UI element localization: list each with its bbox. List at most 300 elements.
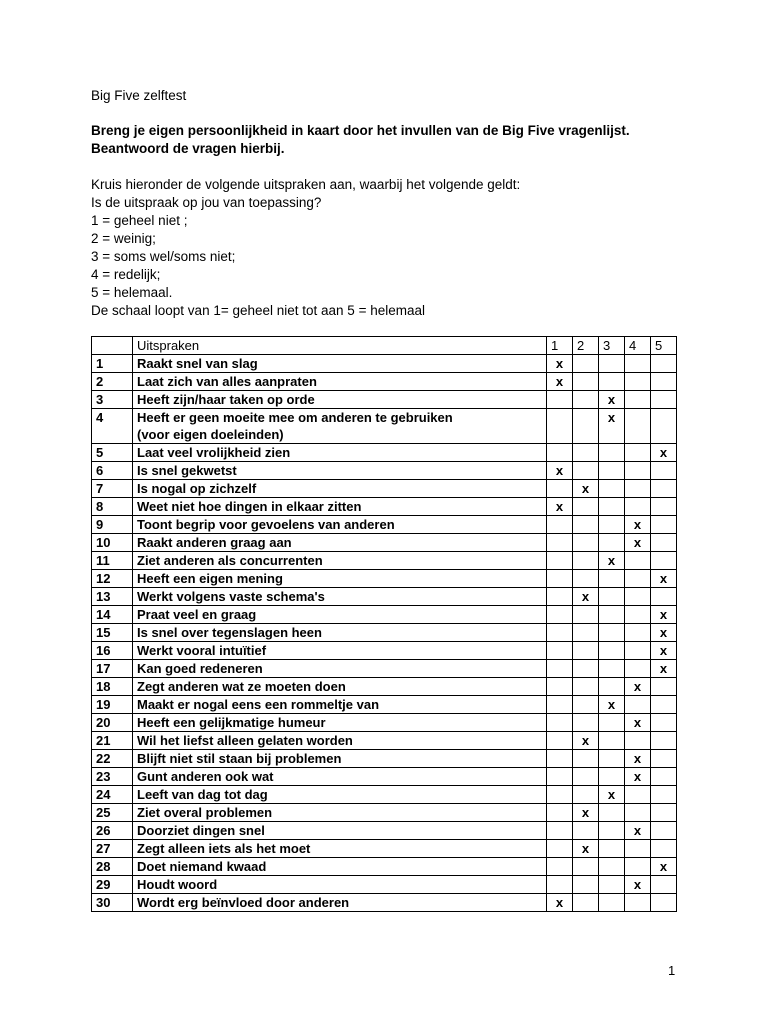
checkmark: x xyxy=(581,733,590,748)
table-row xyxy=(92,750,677,768)
scale-cell-1[interactable] xyxy=(547,714,573,732)
checkmark: x xyxy=(555,895,564,910)
statement-cell xyxy=(133,570,547,588)
row-number: 1 xyxy=(92,355,133,373)
scale-cell-3[interactable] xyxy=(599,552,625,570)
scale-cell-1[interactable] xyxy=(547,624,573,642)
scale-cell-1[interactable] xyxy=(547,660,573,678)
row-number: 24 xyxy=(92,786,133,804)
scale-cell-3[interactable] xyxy=(599,822,625,840)
statement-text: Doet niemand kwaad xyxy=(137,859,267,874)
checkmark: x xyxy=(581,841,590,856)
row-number: 27 xyxy=(92,840,133,858)
scale-cell-3[interactable] xyxy=(599,732,625,750)
scale-cell-2[interactable] xyxy=(573,516,599,534)
scale-cell-4[interactable] xyxy=(625,355,651,373)
table-row xyxy=(92,355,677,373)
statement-cell xyxy=(133,876,547,894)
scale-cell-5[interactable] xyxy=(651,804,677,822)
scale-cell-5[interactable] xyxy=(651,750,677,768)
statement-text: Heeft er geen moeite mee om anderen te gebruiken xyxy=(137,410,453,425)
row-number: 20 xyxy=(92,714,133,732)
scale-definition: 3 = soms wel/soms niet; xyxy=(91,249,236,264)
statement-text: Raakt anderen graag aan xyxy=(137,535,292,550)
scale-cell-5[interactable] xyxy=(651,373,677,391)
scale-cell-2[interactable] xyxy=(573,570,599,588)
scale-cell-5[interactable] xyxy=(651,840,677,858)
scale-cell-1[interactable] xyxy=(547,498,573,516)
statement-text: Werkt volgens vaste schema's xyxy=(137,589,325,604)
row-number: 3 xyxy=(92,391,133,409)
row-number: 7 xyxy=(92,480,133,498)
scale-cell-2[interactable] xyxy=(573,642,599,660)
table-row xyxy=(92,480,677,498)
scale-cell-1[interactable] xyxy=(547,552,573,570)
scale-cell-5[interactable] xyxy=(651,876,677,894)
statement-text: Blijft niet stil staan bij problemen xyxy=(137,751,342,766)
statement-text: Heeft een gelijkmatige humeur xyxy=(137,715,326,730)
scale-cell-2[interactable] xyxy=(573,732,599,750)
statement-text: Ziet overal problemen xyxy=(137,805,273,820)
table-row xyxy=(92,373,677,391)
statement-text: Wil het liefst alleen gelaten worden xyxy=(137,733,353,748)
checkmark: x xyxy=(633,517,642,532)
statement-cell xyxy=(133,552,547,570)
header-number-cell xyxy=(92,337,133,355)
scale-cell-1[interactable] xyxy=(547,606,573,624)
statement-cell xyxy=(133,588,547,606)
statement-cell xyxy=(133,462,547,480)
statement-text: Leeft van dag tot dag xyxy=(137,787,268,802)
scale-cell-2[interactable] xyxy=(573,714,599,732)
scale-cell-2[interactable] xyxy=(573,534,599,552)
scale-cell-4[interactable] xyxy=(625,876,651,894)
intro-line: Breng je eigen persoonlijkheid in kaart door het invullen van de Big Five vragenlijst. xyxy=(91,123,630,138)
scale-cell-4[interactable] xyxy=(625,480,651,498)
scale-cell-3[interactable] xyxy=(599,355,625,373)
checkmark: x xyxy=(659,625,668,640)
scale-cell-4[interactable] xyxy=(625,498,651,516)
statement-cell xyxy=(133,642,547,660)
scale-cell-1[interactable] xyxy=(547,570,573,588)
statement-text: Zegt anderen wat ze moeten doen xyxy=(137,679,346,694)
scale-cell-3[interactable] xyxy=(599,444,625,462)
statement-text: Maakt er nogal eens een rommeltje van xyxy=(137,697,380,712)
scale-definition: 4 = redelijk; xyxy=(91,267,161,282)
checkmark: x xyxy=(659,643,668,658)
statement-text-continued: (voor eigen doeleinden) xyxy=(137,427,284,442)
statement-cell xyxy=(133,696,547,714)
scale-cell-3[interactable] xyxy=(599,786,625,804)
table-row xyxy=(92,516,677,534)
scale-cell-3[interactable] xyxy=(599,391,625,409)
checkmark: x xyxy=(633,535,642,550)
table-row xyxy=(92,804,677,822)
statement-cell xyxy=(133,660,547,678)
scale-cell-1[interactable] xyxy=(547,822,573,840)
scale-cell-1[interactable] xyxy=(547,768,573,786)
scale-cell-1[interactable] xyxy=(547,355,573,373)
table-row xyxy=(92,444,677,462)
scale-definition: 2 = weinig; xyxy=(91,231,156,246)
scale-cell-2[interactable] xyxy=(573,894,599,912)
scale-cell-3[interactable] xyxy=(599,462,625,480)
scale-cell-5[interactable] xyxy=(651,624,677,642)
scale-cell-3[interactable] xyxy=(599,858,625,876)
statement-text: Raakt snel van slag xyxy=(137,356,258,371)
checkmark: x xyxy=(555,499,564,514)
checkmark: x xyxy=(555,356,564,371)
scale-cell-3[interactable] xyxy=(599,624,625,642)
row-number: 17 xyxy=(92,660,133,678)
table-row xyxy=(92,822,677,840)
statement-cell xyxy=(133,750,547,768)
checkmark: x xyxy=(633,877,642,892)
scale-cell-5[interactable] xyxy=(651,714,677,732)
statement-cell xyxy=(133,391,547,409)
scale-cell-5[interactable] xyxy=(651,516,677,534)
survey-table xyxy=(91,336,677,912)
scale-cell-1[interactable] xyxy=(547,840,573,858)
checkmark: x xyxy=(607,392,616,407)
scale-cell-4[interactable] xyxy=(625,840,651,858)
statement-text: Is nogal op zichzelf xyxy=(137,481,257,496)
table-row xyxy=(92,552,677,570)
scale-cell-2[interactable] xyxy=(573,552,599,570)
scale-definition: 1 = geheel niet ; xyxy=(91,213,188,228)
scale-cell-1[interactable] xyxy=(547,534,573,552)
scale-cell-2[interactable] xyxy=(573,840,599,858)
row-number: 28 xyxy=(92,858,133,876)
scale-cell-4[interactable] xyxy=(625,660,651,678)
checkmark: x xyxy=(555,374,564,389)
scale-cell-1[interactable] xyxy=(547,804,573,822)
scale-cell-4[interactable] xyxy=(625,391,651,409)
scale-cell-4[interactable] xyxy=(625,894,651,912)
scale-cell-3[interactable] xyxy=(599,480,625,498)
scale-cell-2[interactable] xyxy=(573,391,599,409)
checkmark: x xyxy=(607,410,616,425)
statement-text: Ziet anderen als concurrenten xyxy=(137,553,323,568)
scale-cell-5[interactable] xyxy=(651,768,677,786)
scale-cell-4[interactable] xyxy=(625,534,651,552)
statement-cell xyxy=(133,444,547,462)
scale-cell-2[interactable] xyxy=(573,444,599,462)
scale-cell-4[interactable] xyxy=(625,768,651,786)
statement-cell xyxy=(133,606,547,624)
scale-cell-1[interactable] xyxy=(547,444,573,462)
statement-text: Zegt alleen iets als het moet xyxy=(137,841,311,856)
checkmark: x xyxy=(633,823,642,838)
instruction-line: De schaal loopt van 1= geheel niet tot aan 5 = helemaal xyxy=(91,303,425,318)
scale-cell-4[interactable] xyxy=(625,714,651,732)
scale-cell-4[interactable] xyxy=(625,804,651,822)
scale-cell-4[interactable] xyxy=(625,732,651,750)
row-number: 19 xyxy=(92,696,133,714)
scale-cell-2[interactable] xyxy=(573,409,599,444)
scale-cell-3[interactable] xyxy=(599,498,625,516)
header-scale-1: 1 xyxy=(547,337,573,355)
table-row xyxy=(92,642,677,660)
scale-cell-5[interactable] xyxy=(651,391,677,409)
scale-cell-4[interactable] xyxy=(625,786,651,804)
scale-cell-4[interactable] xyxy=(625,462,651,480)
scale-cell-5[interactable] xyxy=(651,894,677,912)
table-row xyxy=(92,696,677,714)
statement-text: Heeft een eigen mening xyxy=(137,571,283,586)
table-row xyxy=(92,498,677,516)
table-row xyxy=(92,570,677,588)
scale-cell-3[interactable] xyxy=(599,588,625,606)
statement-cell xyxy=(133,840,547,858)
scale-cell-5[interactable] xyxy=(651,606,677,624)
scale-cell-2[interactable] xyxy=(573,804,599,822)
scale-cell-2[interactable] xyxy=(573,588,599,606)
table-row xyxy=(92,858,677,876)
table-row xyxy=(92,660,677,678)
scale-cell-5[interactable] xyxy=(651,570,677,588)
table-row xyxy=(92,840,677,858)
table-row xyxy=(92,786,677,804)
scale-cell-5[interactable] xyxy=(651,732,677,750)
row-number: 26 xyxy=(92,822,133,840)
scale-cell-4[interactable] xyxy=(625,552,651,570)
table-row xyxy=(92,714,677,732)
table-row xyxy=(92,391,677,409)
statement-cell xyxy=(133,534,547,552)
checkmark: x xyxy=(607,553,616,568)
statement-text: Weet niet hoe dingen in elkaar zitten xyxy=(137,499,362,514)
scale-cell-2[interactable] xyxy=(573,480,599,498)
statement-cell xyxy=(133,822,547,840)
scale-cell-1[interactable] xyxy=(547,696,573,714)
scale-cell-5[interactable] xyxy=(651,552,677,570)
statement-cell xyxy=(133,516,547,534)
row-number: 10 xyxy=(92,534,133,552)
checkmark: x xyxy=(607,697,616,712)
scale-cell-1[interactable] xyxy=(547,876,573,894)
checkmark: x xyxy=(581,481,590,496)
scale-cell-1[interactable] xyxy=(547,391,573,409)
scale-cell-3[interactable] xyxy=(599,373,625,391)
scale-cell-1[interactable] xyxy=(547,588,573,606)
scale-cell-2[interactable] xyxy=(573,768,599,786)
instruction-line: Is de uitspraak op jou van toepassing? xyxy=(91,195,322,210)
scale-cell-5[interactable] xyxy=(651,660,677,678)
scale-cell-2[interactable] xyxy=(573,373,599,391)
statement-text: Heeft zijn/haar taken op orde xyxy=(137,392,315,407)
statement-text: Wordt erg beïnvloed door anderen xyxy=(137,895,350,910)
statement-cell xyxy=(133,355,547,373)
statement-text: Kan goed redeneren xyxy=(137,661,263,676)
scale-cell-2[interactable] xyxy=(573,355,599,373)
scale-cell-3[interactable] xyxy=(599,516,625,534)
statement-text: Werkt vooral intuïtief xyxy=(137,643,267,658)
scale-cell-4[interactable] xyxy=(625,409,651,444)
scale-cell-3[interactable] xyxy=(599,678,625,696)
scale-cell-5[interactable] xyxy=(651,696,677,714)
scale-cell-1[interactable] xyxy=(547,786,573,804)
row-number: 14 xyxy=(92,606,133,624)
table-row xyxy=(92,876,677,894)
scale-cell-4[interactable] xyxy=(625,373,651,391)
scale-cell-3[interactable] xyxy=(599,534,625,552)
page-number: 1 xyxy=(668,963,676,978)
scale-cell-3[interactable] xyxy=(599,606,625,624)
statement-text: Toont begrip voor gevoelens van anderen xyxy=(137,517,395,532)
document-title: Big Five zelftest xyxy=(91,88,187,103)
intro-line: Beantwoord de vragen hierbij. xyxy=(91,141,285,156)
scale-cell-4[interactable] xyxy=(625,444,651,462)
scale-cell-4[interactable] xyxy=(625,858,651,876)
scale-cell-4[interactable] xyxy=(625,588,651,606)
scale-cell-5[interactable] xyxy=(651,355,677,373)
header-scale-4: 4 xyxy=(625,337,651,355)
scale-cell-4[interactable] xyxy=(625,570,651,588)
scale-cell-5[interactable] xyxy=(651,498,677,516)
scale-cell-3[interactable] xyxy=(599,642,625,660)
scale-cell-3[interactable] xyxy=(599,660,625,678)
scale-cell-4[interactable] xyxy=(625,516,651,534)
header-scale-2: 2 xyxy=(573,337,599,355)
checkmark: x xyxy=(607,787,616,802)
scale-cell-3[interactable] xyxy=(599,894,625,912)
scale-cell-2[interactable] xyxy=(573,624,599,642)
scale-cell-1[interactable] xyxy=(547,480,573,498)
scale-cell-5[interactable] xyxy=(651,409,677,444)
scale-cell-1[interactable] xyxy=(547,858,573,876)
scale-cell-4[interactable] xyxy=(625,822,651,840)
checkmark: x xyxy=(633,715,642,730)
statement-cell xyxy=(133,858,547,876)
scale-cell-5[interactable] xyxy=(651,858,677,876)
scale-cell-5[interactable] xyxy=(651,480,677,498)
scale-cell-5[interactable] xyxy=(651,462,677,480)
scale-cell-2[interactable] xyxy=(573,696,599,714)
row-number: 29 xyxy=(92,876,133,894)
scale-cell-1[interactable] xyxy=(547,409,573,444)
scale-cell-3[interactable] xyxy=(599,768,625,786)
table-header-row xyxy=(92,337,677,355)
table-row xyxy=(92,678,677,696)
row-number: 22 xyxy=(92,750,133,768)
table-row xyxy=(92,462,677,480)
scale-cell-4[interactable] xyxy=(625,696,651,714)
instruction-line: Kruis hieronder de volgende uitspraken aan, waarbij het volgende geldt: xyxy=(91,177,521,192)
table-row xyxy=(92,894,677,912)
row-number: 13 xyxy=(92,588,133,606)
scale-cell-5[interactable] xyxy=(651,534,677,552)
scale-cell-3[interactable] xyxy=(599,696,625,714)
scale-cell-2[interactable] xyxy=(573,822,599,840)
scale-cell-2[interactable] xyxy=(573,678,599,696)
statement-cell xyxy=(133,732,547,750)
row-number: 5 xyxy=(92,444,133,462)
checkmark: x xyxy=(633,751,642,766)
statement-cell xyxy=(133,804,547,822)
scale-cell-2[interactable] xyxy=(573,876,599,894)
scale-cell-3[interactable] xyxy=(599,409,625,444)
checkmark: x xyxy=(659,445,668,460)
header-scale-5: 5 xyxy=(651,337,677,355)
checkmark: x xyxy=(659,571,668,586)
scale-cell-5[interactable] xyxy=(651,786,677,804)
row-number: 21 xyxy=(92,732,133,750)
checkmark: x xyxy=(581,805,590,820)
scale-cell-3[interactable] xyxy=(599,804,625,822)
scale-cell-2[interactable] xyxy=(573,498,599,516)
scale-definition: 5 = helemaal. xyxy=(91,285,173,300)
scale-cell-1[interactable] xyxy=(547,750,573,768)
scale-cell-1[interactable] xyxy=(547,462,573,480)
scale-cell-4[interactable] xyxy=(625,678,651,696)
header-statement-cell: Uitspraken xyxy=(133,337,547,355)
statement-text: Is snel over tegenslagen heen xyxy=(137,625,322,640)
row-number: 25 xyxy=(92,804,133,822)
scale-cell-2[interactable] xyxy=(573,786,599,804)
row-number: 30 xyxy=(92,894,133,912)
checkmark: x xyxy=(633,769,642,784)
statement-cell xyxy=(133,786,547,804)
scale-cell-3[interactable] xyxy=(599,714,625,732)
row-number: 12 xyxy=(92,570,133,588)
checkmark: x xyxy=(659,661,668,676)
scale-cell-1[interactable] xyxy=(547,894,573,912)
scale-cell-2[interactable] xyxy=(573,750,599,768)
statement-text: Houdt woord xyxy=(137,877,218,892)
statement-text: Is snel gekwetst xyxy=(137,463,237,478)
scale-cell-2[interactable] xyxy=(573,462,599,480)
statement-cell xyxy=(133,714,547,732)
scale-cell-5[interactable] xyxy=(651,444,677,462)
scale-cell-1[interactable] xyxy=(547,732,573,750)
scale-cell-1[interactable] xyxy=(547,516,573,534)
scale-cell-4[interactable] xyxy=(625,624,651,642)
row-number: 4 xyxy=(92,409,133,444)
scale-cell-3[interactable] xyxy=(599,876,625,894)
row-number: 6 xyxy=(92,462,133,480)
scale-cell-1[interactable] xyxy=(547,373,573,391)
scale-cell-5[interactable] xyxy=(651,678,677,696)
scale-cell-4[interactable] xyxy=(625,606,651,624)
statement-cell xyxy=(133,480,547,498)
scale-cell-1[interactable] xyxy=(547,678,573,696)
row-number: 16 xyxy=(92,642,133,660)
scale-cell-5[interactable] xyxy=(651,642,677,660)
scale-cell-2[interactable] xyxy=(573,858,599,876)
scale-cell-2[interactable] xyxy=(573,660,599,678)
statement-cell xyxy=(133,678,547,696)
scale-cell-3[interactable] xyxy=(599,750,625,768)
scale-cell-3[interactable] xyxy=(599,570,625,588)
table-row xyxy=(92,732,677,750)
row-number: 15 xyxy=(92,624,133,642)
statement-cell xyxy=(133,409,547,444)
scale-cell-5[interactable] xyxy=(651,588,677,606)
row-number: 9 xyxy=(92,516,133,534)
scale-cell-2[interactable] xyxy=(573,606,599,624)
row-number: 8 xyxy=(92,498,133,516)
scale-cell-4[interactable] xyxy=(625,642,651,660)
scale-cell-3[interactable] xyxy=(599,840,625,858)
scale-cell-5[interactable] xyxy=(651,822,677,840)
scale-cell-4[interactable] xyxy=(625,750,651,768)
scale-cell-1[interactable] xyxy=(547,642,573,660)
statement-text: Laat veel vrolijkheid zien xyxy=(137,445,291,460)
statement-cell xyxy=(133,768,547,786)
table-row xyxy=(92,606,677,624)
table-row xyxy=(92,534,677,552)
